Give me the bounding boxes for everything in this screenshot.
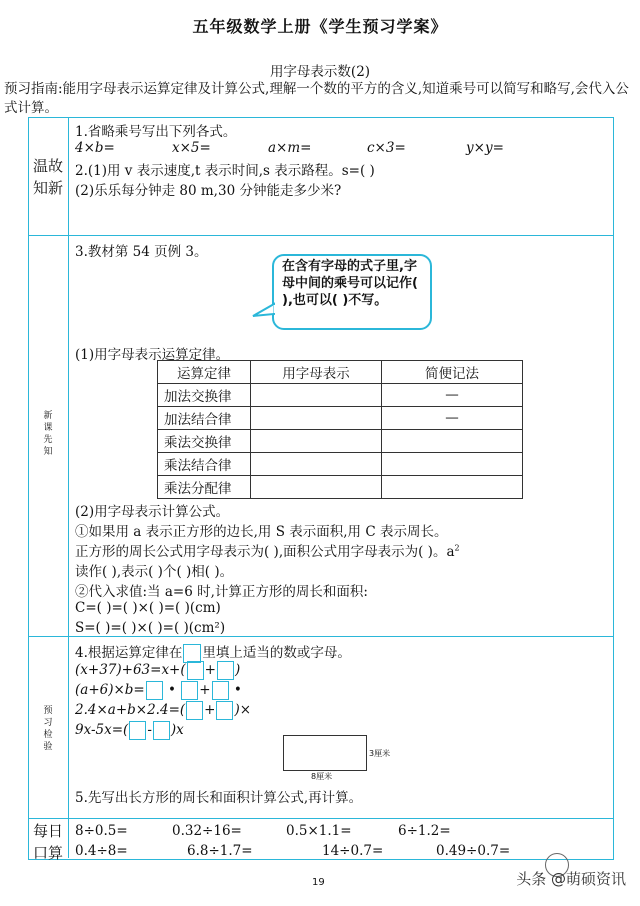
answer-box[interactable] — [146, 681, 163, 700]
check-eq1: (x+37)+63=x+( + ) — [75, 662, 241, 678]
table-cell[interactable] — [382, 476, 523, 499]
check-eq1-text: (x+37)+63=x+( — [75, 662, 186, 678]
section-label-check — [29, 705, 67, 753]
check-eq2: (a+6)×b= • + • — [75, 682, 242, 698]
answer-box[interactable] — [217, 661, 234, 680]
section-divider-2 — [28, 636, 613, 637]
section-divider-1 — [28, 235, 613, 236]
check-q4 — [75, 641, 351, 663]
table-row — [158, 407, 523, 430]
watermark: 头条 @萌硕资讯 — [516, 870, 626, 888]
speech-bubble — [272, 254, 432, 330]
check-q4-tail: 里填上适当的数或字母。 — [202, 645, 351, 661]
review-q2b: (2)乐乐每分钟走 80 m,30 分钟能走多少米? — [75, 183, 342, 199]
section-label-new — [29, 410, 67, 458]
table-cell: 加法结合律 — [158, 407, 251, 430]
page-number: 19 — [312, 877, 325, 888]
new-line4: ②代入求值:当 a=6 时,计算正方形的周长和面积: — [75, 584, 368, 600]
table-cell[interactable] — [251, 476, 382, 499]
rectangle-figure — [283, 735, 367, 771]
daily-item: 6.8÷1.7= — [187, 843, 253, 859]
table-row — [158, 384, 523, 407]
new-part2: (2)用字母表示计算公式。 — [75, 504, 230, 520]
new-line5: C=( )=( )×( )=( )(cm) — [75, 600, 221, 616]
new-line1: ①如果用 a 表示正方形的边长,用 S 表示面积,用 C 表示周长。 — [75, 524, 448, 540]
new-line2 — [75, 540, 460, 560]
new-line6: S=( )=( )×( )=( )(cm²) — [75, 620, 226, 636]
check-eq4: 9x-5x=( - )x — [75, 722, 184, 738]
review-q1: 1.省略乘号写出下列各式。 — [75, 124, 237, 140]
daily-item: 0.49÷0.7= — [436, 843, 511, 859]
table-cell: 乘法分配律 — [158, 476, 251, 499]
rect-height-label: 3厘米 — [369, 749, 391, 758]
answer-box[interactable] — [216, 701, 233, 720]
table-cell[interactable] — [251, 384, 382, 407]
table-cell: 乘法交换律 — [158, 430, 251, 453]
square-exponent: 2 — [454, 543, 460, 553]
review-q1-item: x×5= — [172, 140, 211, 156]
table-header: 运算定律 — [158, 361, 251, 384]
lesson-subtitle: 用字母表示数(2) — [269, 64, 371, 80]
review-q1-item: 4×b= — [75, 140, 115, 156]
section-label-review — [29, 155, 67, 199]
table-header: 用字母表示 — [251, 361, 382, 384]
check-eq2-text: (a+6)×b= — [75, 682, 145, 698]
table-cell: — — [382, 384, 523, 407]
table-cell[interactable] — [251, 430, 382, 453]
table-cell[interactable] — [382, 430, 523, 453]
daily-item: 0.4÷8= — [75, 843, 128, 859]
answer-box[interactable] — [186, 701, 203, 720]
check-eq4-text: 9x-5x=( — [75, 722, 129, 738]
new-q3: 3.教材第 54 页例 3。 — [75, 244, 208, 260]
answer-box[interactable] — [153, 721, 170, 740]
speech-bubble-tail — [252, 302, 276, 320]
check-q5: 5.先写出长方形的周长和面积计算公式,再计算。 — [75, 790, 363, 806]
daily-item: 6÷1.2= — [398, 823, 451, 839]
table-header-row — [158, 361, 523, 384]
table-cell: 乘法结合律 — [158, 453, 251, 476]
table-row — [158, 453, 523, 476]
operation-law-table — [157, 360, 523, 499]
new-label-text: 新课先知 — [43, 411, 53, 457]
answer-box[interactable] — [181, 681, 198, 700]
new-line3: 读作( ),表示( )个( )相( )。 — [75, 564, 234, 580]
answer-box[interactable] — [129, 721, 146, 740]
table-cell[interactable] — [251, 407, 382, 430]
answer-box[interactable] — [187, 661, 204, 680]
preview-guide: 预习指南:能用字母表示运算定律及计算公式,理解一个数的平方的含义,知道乘号可以简写和略写,会代入公式计算。 — [4, 81, 629, 116]
answer-box[interactable] — [212, 681, 229, 700]
table-cell: — — [382, 407, 523, 430]
review-label-text: 温故知新 — [32, 157, 63, 197]
daily-label-text: 每日口算 — [32, 822, 63, 862]
daily-item: 8÷0.5= — [75, 823, 128, 839]
table-cell[interactable] — [382, 453, 523, 476]
check-eq3-text: 2.4×a+b×2.4=( — [75, 702, 186, 718]
review-q2a: 2.(1)用 v 表示速度,t 表示时间,s 表示路程。s=( ) — [75, 163, 375, 179]
page-title: 五年级数学上册《学生预习学案》 — [192, 17, 448, 36]
daily-item: 14÷0.7= — [322, 843, 384, 859]
table-row — [158, 476, 523, 499]
daily-item: 0.32÷16= — [172, 823, 242, 839]
section-divider-3 — [28, 818, 613, 819]
check-eq4-tail: )x — [170, 722, 184, 738]
new-part1: (1)用字母表示运算定律。 — [75, 347, 230, 363]
daily-item: 0.5×1.1= — [286, 823, 352, 839]
review-q1-item: a×m= — [268, 140, 312, 156]
table-row — [158, 430, 523, 453]
table-cell: 加法交换律 — [158, 384, 251, 407]
review-q1-item: c×3= — [367, 140, 406, 156]
check-label-text: 预习检验 — [43, 706, 53, 752]
check-q4-text: 4.根据运算定律在 — [75, 645, 183, 661]
rect-width-label: 8厘米 — [311, 772, 333, 781]
table-header: 简便记法 — [382, 361, 523, 384]
section-divider-vertical — [68, 117, 69, 858]
check-eq3: 2.4×a+b×2.4=( + )× — [75, 702, 252, 718]
section-label-daily — [29, 820, 67, 864]
new-line2-text: 正方形的周长公式用字母表示为( ),面积公式用字母表示为( )。a — [75, 544, 455, 560]
review-q1-item: y×y= — [466, 140, 504, 156]
bubble-text: 在含有字母的式子里,字母中间的乘号可以记作( ),也可以( )不写。 — [282, 259, 418, 308]
table-cell[interactable] — [251, 453, 382, 476]
